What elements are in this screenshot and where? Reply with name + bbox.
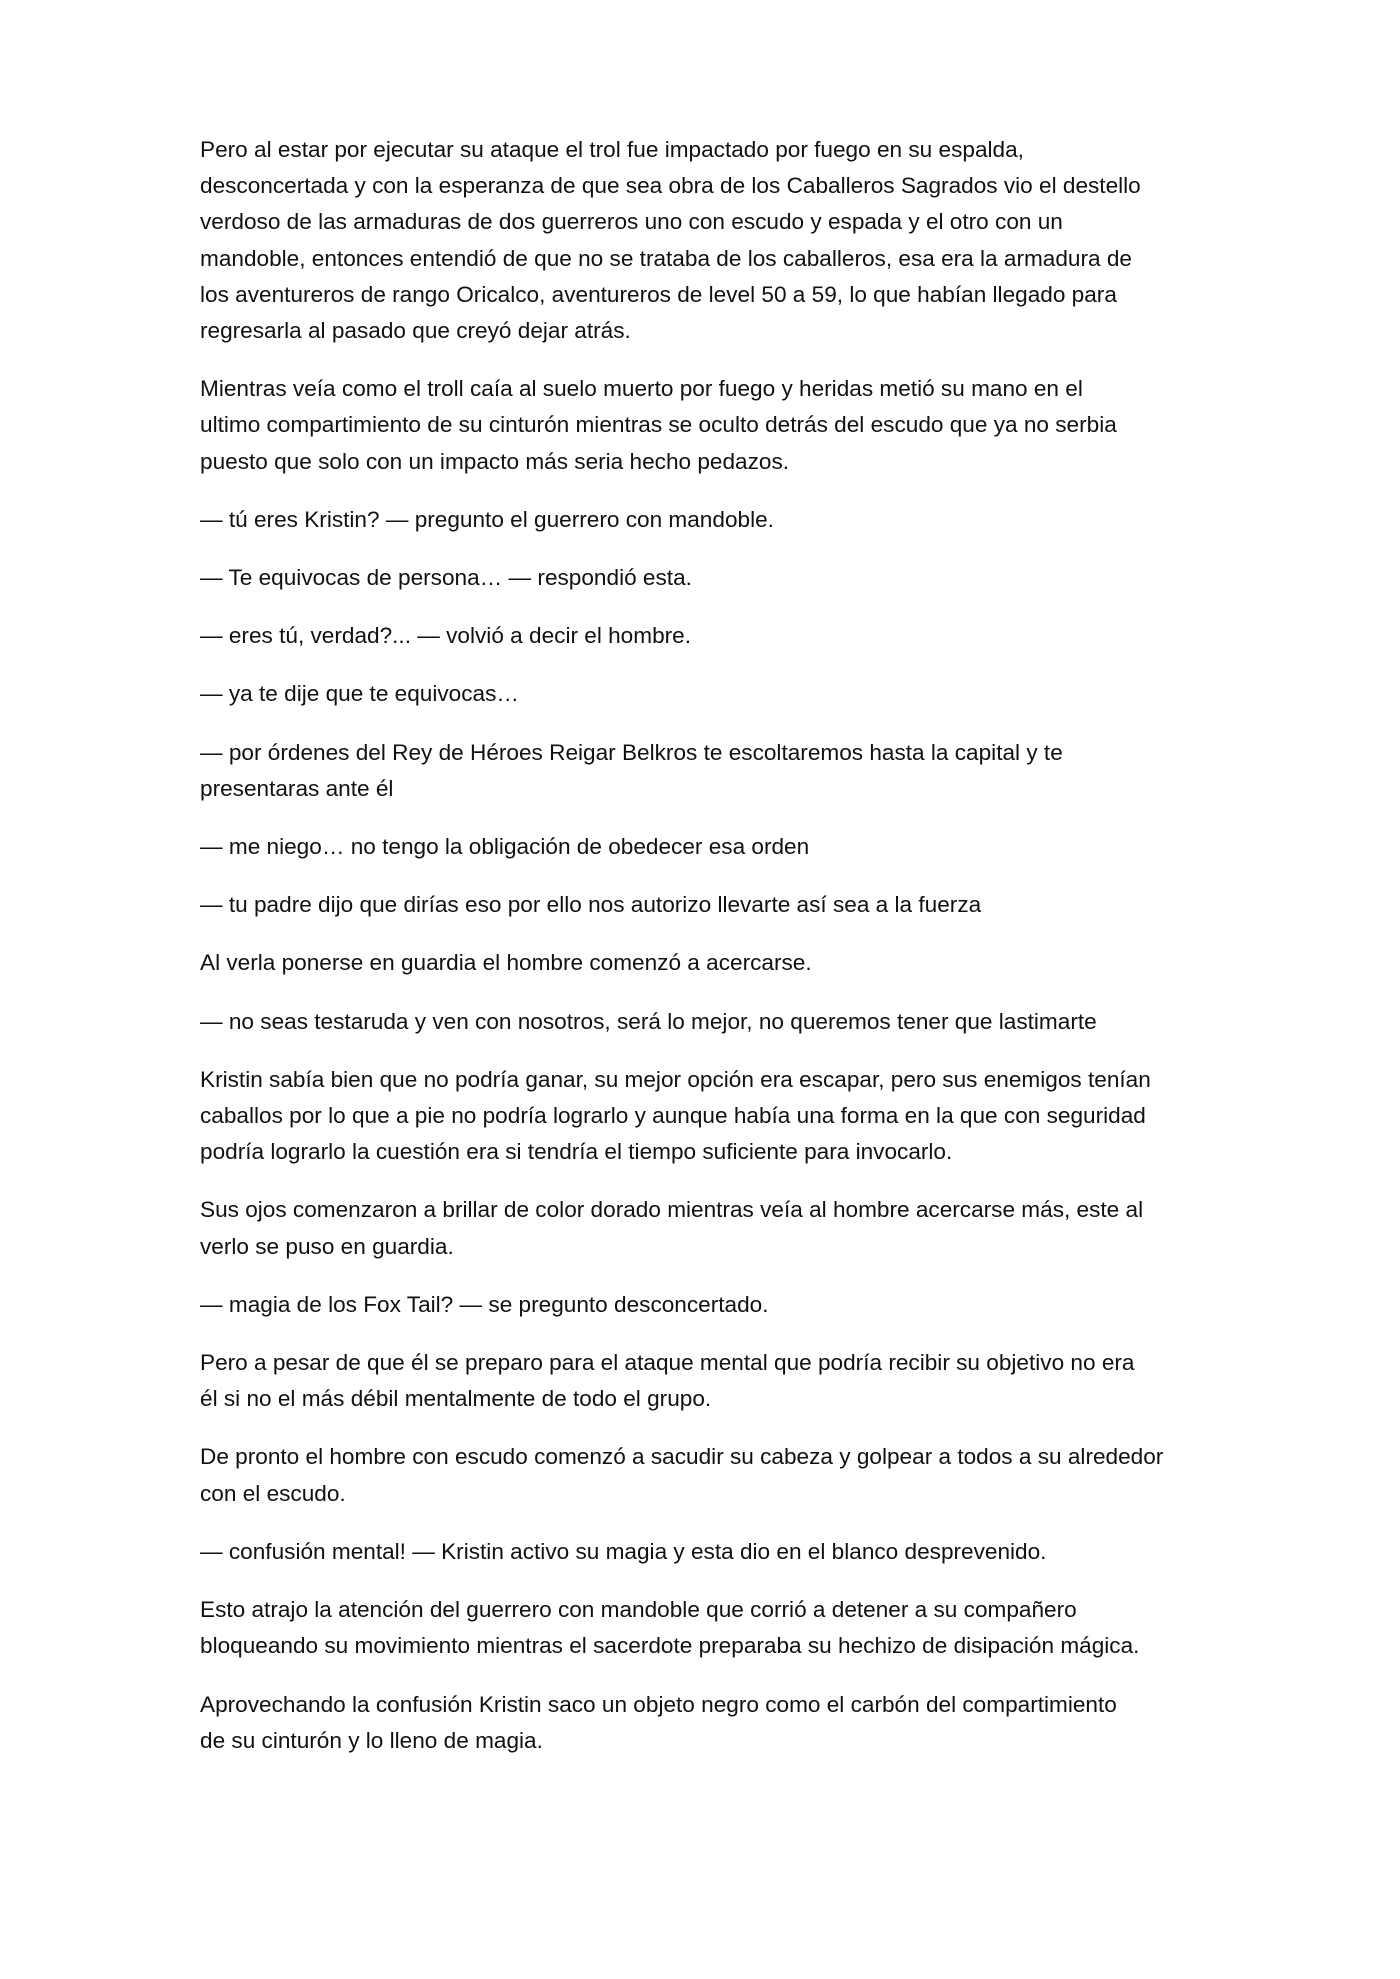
dialogue-line: — no seas testaruda y ven con nosotros, será lo mejor, no queremos tener que lastimarte — [200, 1008, 1097, 1034]
paragraph: De pronto el hombre con escudo comenzó a sacudir su cabeza y golpear a todos a su alrededor con el escudo. — [200, 1444, 1164, 1506]
paragraph: Sus ojos comenzaron a brillar de color dorado mientras veía al hombre acercarse más, este al verlo se puso en guardia. — [200, 1197, 1144, 1259]
paragraph: Mientras veía como el troll caía al suelo muerto por fuego y heridas metió su mano en el ultimo compartimiento de su cinturón mientras se oculto detrás del escudo que ya no serbia puesto que solo con un impacto más seria hecho pedazos. — [200, 376, 1117, 474]
dialogue-line: — eres tú, verdad?... — volvió a decir el hombre. — [200, 623, 692, 649]
dialogue-line: — me niego… no tengo la obligación de obedecer esa orden — [200, 834, 810, 860]
document-page — [200, 132, 1210, 1781]
paragraph: Pero a pesar de que él se preparo para el ataque mental que podría recibir su objetivo no era él si no el más débil mentalmente de todo el grupo. — [200, 1350, 1135, 1412]
paragraph: Pero al estar por ejecutar su ataque el trol fue impactado por fuego en su espalda, desconcertada y con la esperanza de que sea obra de los Caballeros Sagrados vio el destello verdoso de las armaduras de dos guerreros uno con escudo y espada y el otro con un mandoble, entonces entendió de que no se trataba de los caballeros, esa era la armadura de los aventureros de rango Oricalco, aventureros de level 50 a 59, lo que habían llegado para regresarla al pasado que creyó dejar atrás. — [200, 137, 1141, 344]
dialogue-line: — tú eres Kristin? — pregunto el guerrero con mandoble. — [200, 506, 774, 532]
dialogue-line: — ya te dije que te equivocas… — [200, 681, 520, 707]
dialogue-line: — Te equivocas de persona… — respondió esta. — [200, 565, 692, 591]
paragraph: Aprovechando la confusión Kristin saco un objeto negro como el carbón del compartimiento de su cinturón y lo lleno de magia. — [200, 1691, 1117, 1753]
dialogue-line: — magia de los Fox Tail? — se pregunto desconcertado. — [200, 1291, 769, 1317]
paragraph: Esto atrajo la atención del guerrero con mandoble que corrió a detener a su compañero bloqueando su movimiento mientras el sacerdote preparaba su hechizo de disipación mágica. — [200, 1597, 1140, 1659]
dialogue-line: — por órdenes del Rey de Héroes Reigar Belkros te escoltaremos hasta la capital y te presentaras ante él — [200, 739, 1063, 801]
dialogue-line: — tu padre dijo que dirías eso por ello nos autorizo llevarte así sea a la fuerza — [200, 892, 982, 918]
paragraph: Al verla ponerse en guardia el hombre comenzó a acercarse. — [200, 950, 812, 976]
paragraph: Kristin sabía bien que no podría ganar, su mejor opción era escapar, pero sus enemigos tenían caballos por lo que a pie no podría lograrlo y aunque había una forma en la que con seguridad podría lograrlo la cuestión era si tendría el tiempo suficiente para invocarlo. — [200, 1066, 1151, 1165]
dialogue-line: — confusión mental! — Kristin activo su magia y esta dio en el blanco desprevenido. — [200, 1538, 1047, 1564]
